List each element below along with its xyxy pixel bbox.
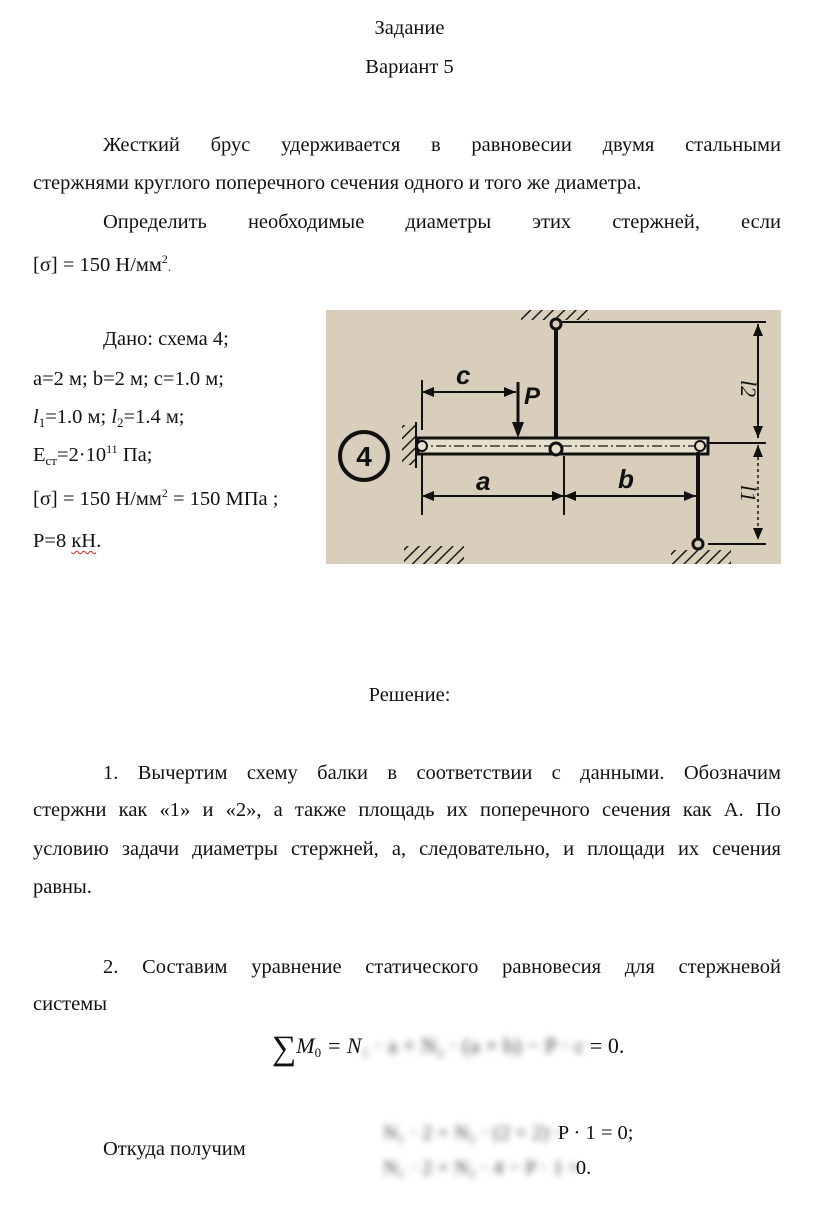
given-dimensions: a=2 м; b=2 м; c=1.0 м; bbox=[33, 368, 224, 390]
equation-3: N₁ · 2 + N₂ · 4 − P · 1 =0. bbox=[383, 1157, 592, 1179]
given-force: P=8 кН. bbox=[33, 530, 102, 552]
force-p-arrow bbox=[512, 422, 524, 438]
equation-2: N₁ · 2 + N₂ · (2 + 2) −P · 1 = 0; bbox=[383, 1122, 634, 1144]
moment-equation: $\sum M_0 = N_1 \cdot a + N_2 \cdot (a + b) - P \cdot c = 0$. bbox=[272, 1030, 625, 1067]
task-line-1: Жесткий брус удерживается в равновесии двумя стальными bbox=[103, 134, 781, 156]
step2-line-1: 2. Составим уравнение статического равновесия для стержневой bbox=[103, 956, 781, 978]
left-wall-hatch bbox=[402, 425, 416, 465]
step2-line-2: системы bbox=[33, 993, 107, 1015]
otkuda-label: Откуда получим bbox=[103, 1138, 246, 1160]
equation-2-hidden: N₁ · 2 + N₂ · (2 + 2) − bbox=[383, 1122, 566, 1144]
a-arrow-left bbox=[422, 491, 434, 501]
a-label: a bbox=[476, 466, 491, 496]
document-title: Задание bbox=[374, 17, 445, 39]
bottom-support-hatch bbox=[671, 550, 731, 564]
given-allowable-stress: [σ] = 150 $Н/мм^2 = 150$ МПа ; bbox=[33, 486, 279, 510]
moment-equation-hidden: ₁ · a + N₂ · (a + b) − P · c bbox=[361, 1033, 585, 1058]
l2-arrow-top bbox=[753, 324, 763, 336]
b-label: b bbox=[618, 464, 634, 494]
force-p-label: P bbox=[524, 383, 541, 410]
task-line-3: Определить необходимые диаметры этих стержней, если bbox=[103, 211, 781, 233]
rod-2-joint bbox=[550, 443, 562, 455]
l2-label: l2 bbox=[736, 380, 761, 398]
scheme-figure bbox=[326, 310, 781, 564]
hinge-o bbox=[417, 441, 427, 451]
top-pin bbox=[551, 319, 561, 329]
equation-3-hidden: N₁ · 2 + N₂ · 4 − P · 1 = bbox=[383, 1157, 580, 1179]
given-scheme: Дано: схема 4; bbox=[103, 328, 229, 350]
c-arrow-right bbox=[504, 387, 516, 397]
c-label: c bbox=[456, 360, 471, 390]
b-arrow-right bbox=[684, 491, 696, 501]
l1-label: l1 bbox=[736, 485, 761, 503]
task-line-2: стержнями круглого поперечного сечения одного и того же диаметра. bbox=[33, 172, 642, 194]
allowable-stress-formula: [σ] = 150 $Н/мм^2$. bbox=[33, 252, 172, 276]
solution-heading: Решение: bbox=[368, 684, 451, 706]
step1-line-4: равны. bbox=[33, 876, 92, 898]
a-arrow-right bbox=[552, 491, 564, 501]
l1-arrow-bottom bbox=[753, 528, 763, 540]
given-modulus: $E_{ст}=2\cdot 10^{11}$ Па; bbox=[33, 442, 153, 468]
step1-line-1: 1. Вычертим схему балки в соответствии с данными. Обозначим bbox=[103, 762, 781, 784]
b-arrow-left bbox=[564, 491, 576, 501]
bottom-pin bbox=[693, 539, 703, 549]
l2-arrow-bottom bbox=[753, 426, 763, 438]
ground-hatch-left bbox=[404, 546, 464, 564]
scheme-number: 4 bbox=[356, 441, 372, 472]
step1-line-3: условию задачи диаметры стержней, а, следовательно, и площади их сечения bbox=[33, 838, 781, 860]
c-arrow-left bbox=[422, 387, 434, 397]
rod-1-joint bbox=[695, 441, 705, 451]
step1-line-2: стержни как «1» и «2», а также площадь их поперечного сечения как А. По bbox=[33, 799, 781, 821]
given-rod-lengths: $l_1=1.0$ м; $l_2=1.4$ м; bbox=[33, 406, 185, 430]
variant-label: Вариант 5 bbox=[365, 56, 454, 78]
l1-arrow-top bbox=[753, 445, 763, 457]
scheme-drawing bbox=[326, 310, 781, 564]
